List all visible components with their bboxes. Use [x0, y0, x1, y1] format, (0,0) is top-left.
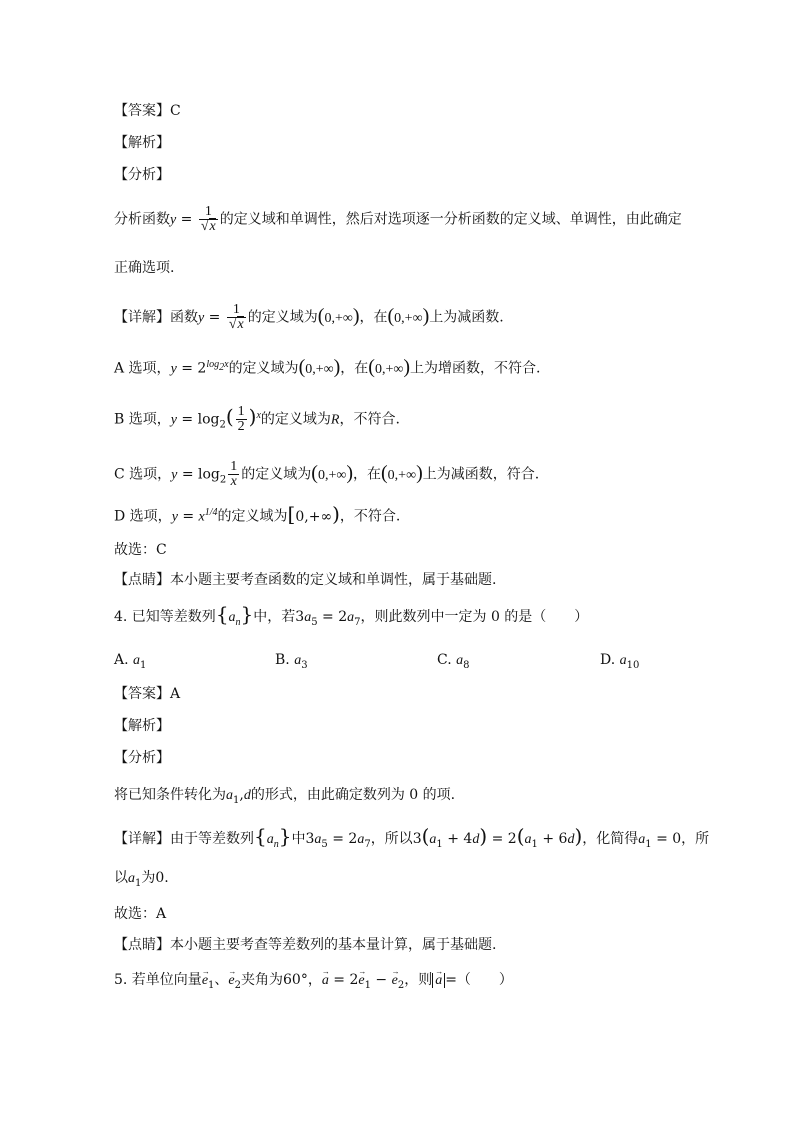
- analysis-text-4: 将已知条件转化为$a_1,d$的形式，由此确定数列为 0 的项.: [114, 787, 456, 806]
- detail-3: 【详解】函数y = $\frac{1}{√x}$ 的定义域为(0,+∞)，在(0,+∞)上为减函数.: [114, 302, 504, 332]
- analysis-sub-heading-3: 【分析】: [114, 167, 170, 183]
- question-4: 4. 已知等差数列$\{a_n\}$中，若$3a_5 = 2a_7$，则此数列中一定为 0 的是（ ）: [114, 602, 589, 628]
- choose-3: 故选：C: [114, 542, 167, 558]
- question-5: 5. 若单位向量→ $e_1$、→ $e_2$夹角为60°，→ $a = 2\to e_1$ − → $e_2$，则→ a =（ ）: [114, 970, 513, 996]
- choice-b: B. $a_3$: [275, 652, 308, 671]
- option-b-analysis: B 选项，$y = \log_2$( $\frac{1}{2}$ )$^x$的定义域为R，不符合.: [114, 404, 400, 434]
- comment-3: 【点睛】本小题主要考查函数的定义域和单调性，属于基础题.: [114, 572, 497, 588]
- analysis-heading-4: 【解析】: [114, 718, 170, 734]
- analysis-sub-heading-4: 【分析】: [114, 750, 170, 766]
- analysis-text-3-cont: 正确选项.: [114, 260, 175, 276]
- option-d-analysis: D 选项，$y = x^{1/4}$的定义域为[0,+∞)，不符合.: [114, 501, 401, 526]
- choice-d: D. $a_{10}$: [600, 652, 640, 671]
- analysis-text-3: 分析函数y = $\frac{1}{√x}$ 的定义域和单调性，然后对选项逐一分析函数的定义域、单调性，由此确定: [114, 204, 682, 234]
- answer-3: 【答案】C: [114, 103, 181, 119]
- comment-4: 【点睛】本小题主要考查等差数列的基本量计算，属于基础题.: [114, 937, 497, 953]
- choice-a: A. $a_1$: [114, 652, 147, 671]
- option-a-analysis: A 选项，$y = 2^{log_2x}$的定义域为(0,+∞)，在(0,+∞)上为增函数，不符合.: [114, 355, 541, 378]
- detail-4-cont: 以$a_1$为0.: [114, 870, 169, 889]
- detail-4: 【详解】由于等差数列$\{a_n\}$中$3a_5 = 2a_7$，所以$3(a_1 + 4d) = 2(a_1 + 6d)$，化简得$a_1 = 0$，所: [114, 824, 710, 850]
- analysis-heading-3: 【解析】: [114, 135, 170, 151]
- answer-4: 【答案】A: [114, 686, 181, 702]
- choose-4: 故选：A: [114, 906, 167, 922]
- option-c-analysis: C 选项，$y = \log_2$ $\frac{1}{x}$ 的定义域为(0,+∞)，在(0,+∞)上为减函数，符合.: [114, 459, 540, 489]
- choice-c: C. $a_8$: [437, 652, 470, 671]
